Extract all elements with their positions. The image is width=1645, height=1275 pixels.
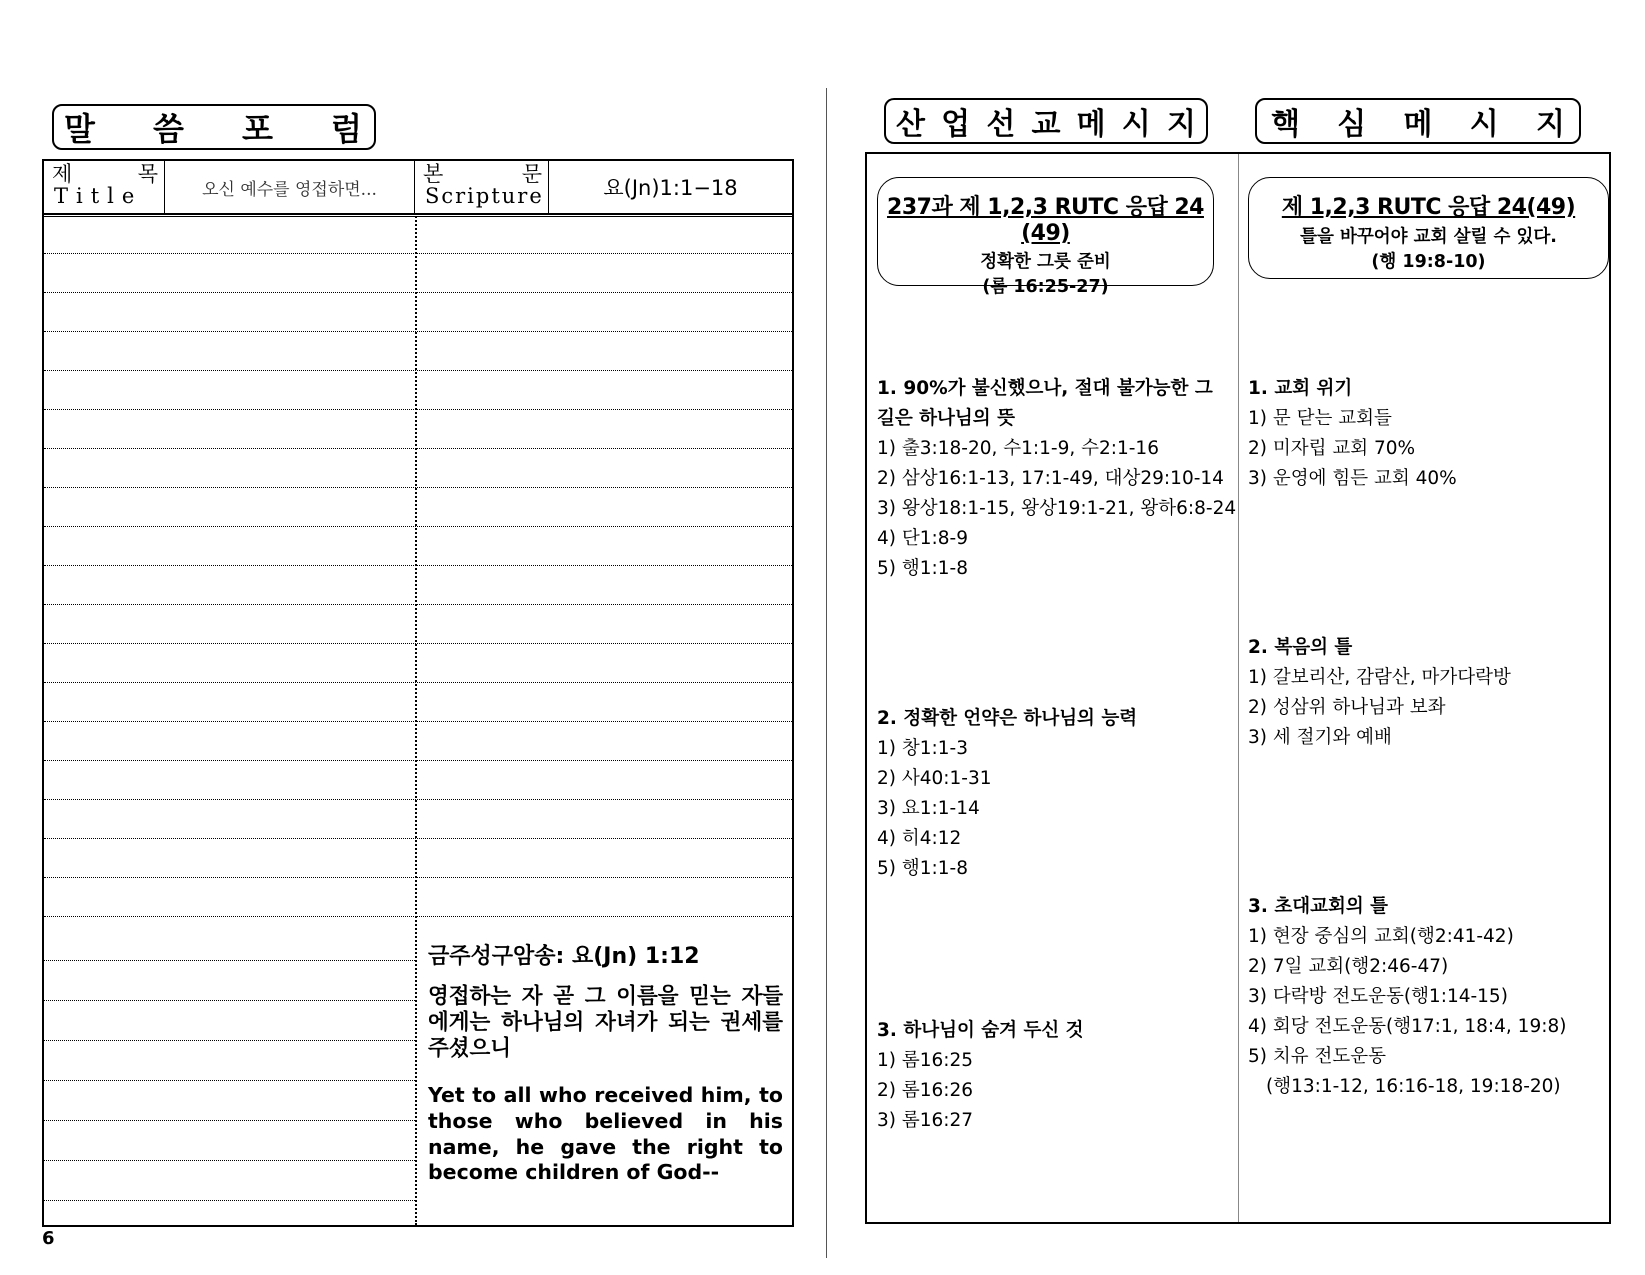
sermon-notes-table [42, 159, 794, 1227]
scripture-value: 요(Jn)1:1−18 [603, 176, 738, 200]
page-divider [826, 88, 827, 1258]
header-char: 핵 [1271, 107, 1300, 142]
page-number: 6 [42, 1228, 55, 1249]
list-item: 5) 치유 전도운동 [1248, 1046, 1386, 1067]
forum-title-char: 럼 [331, 110, 362, 148]
list-item: 1) 출3:18-20, 수1:1-9, 수2:1-16 [877, 438, 1159, 459]
header-char: 산 [896, 107, 925, 142]
message-section [1248, 374, 1593, 494]
list-item: 3) 롬16:27 [877, 1110, 974, 1131]
header-char: 업 [941, 107, 971, 142]
card-reference: (행 19:8-10) [1371, 252, 1486, 272]
scripture-label-en: Scripture [425, 184, 544, 209]
forum-title-char: 말 [64, 110, 95, 148]
forum-title-char: 씀 [153, 110, 184, 148]
scripture-label-ko: 본 [423, 162, 444, 186]
note-line [44, 721, 792, 722]
note-line [44, 838, 792, 839]
card-reference: (롬 16:25-27) [982, 277, 1109, 297]
scripture-label-ko: 문 [521, 162, 542, 186]
note-line [44, 960, 415, 961]
list-item: 2) 삼상16:1-13, 17:1-49, 대상29:10-14 [877, 468, 1224, 489]
note-line [44, 253, 792, 254]
message-section [877, 374, 1237, 584]
note-line [44, 370, 792, 371]
note-line [44, 487, 792, 488]
title-label-en: Title [54, 184, 143, 209]
note-line [44, 1160, 415, 1161]
card-subtitle: 정확한 그릇 준비 [980, 252, 1111, 272]
list-item: 2) 미자립 교회 70% [1248, 438, 1416, 459]
list-item: 2) 사40:1-31 [877, 768, 992, 789]
header-char: 지 [1536, 107, 1565, 142]
title-label-cell [44, 161, 165, 213]
note-line [44, 448, 792, 449]
message-section [877, 704, 1222, 884]
note-line [44, 1080, 415, 1081]
list-item: 1) 문 닫는 교회들 [1248, 408, 1392, 429]
list-item: 5) 행1:1-8 [877, 558, 968, 579]
header-char: 메 [1403, 107, 1433, 142]
list-item: 1) 롬16:25 [877, 1050, 974, 1071]
title-label-ko: 제 [52, 162, 73, 186]
list-item: 3) 왕상18:1-15, 왕상19:1-21, 왕하6:8-24 [877, 498, 1237, 519]
header-underline [44, 216, 792, 217]
list-item: 4) 회당 전도운동(행17:1, 18:4, 19:8) [1248, 1016, 1567, 1037]
header-char: 지 [1166, 107, 1196, 142]
card-subtitle: 틀을 바꾸어야 교회 살릴 수 있다. [1300, 227, 1557, 247]
memory-verse-heading: 금주성구암송: 요(Jn) 1:12 [428, 944, 700, 969]
card-title: 제 1,2,3 RUTC 응답 24(49) [1281, 195, 1576, 220]
list-item: 2) 7일 교회(행2:46-47) [1248, 956, 1449, 977]
note-line [44, 565, 792, 566]
forum-title-char: 포 [242, 110, 273, 148]
sermon-title-value: 오신 예수를 영접하면... [165, 161, 415, 213]
list-item: 5) 행1:1-8 [877, 858, 968, 879]
note-line [44, 526, 792, 527]
note-line [44, 877, 792, 878]
section-heading: 3. 초대교회의 틀 [1248, 896, 1389, 917]
column-divider [415, 213, 417, 1225]
list-item: 1) 창1:1-3 [877, 738, 968, 759]
message-section [1248, 633, 1593, 753]
column-divider [1238, 154, 1239, 1222]
list-item: 3) 다락방 전도운동(행1:14-15) [1248, 986, 1508, 1007]
message-card-left [877, 177, 1214, 297]
section-heading: 2. 정확한 언약은 하나님의 능력 [877, 708, 1138, 729]
list-item: 2) 롬16:26 [877, 1080, 974, 1101]
list-item: 3) 요1:1-14 [877, 798, 980, 819]
card-title: 237과 제 1,2,3 RUTC 응답 24 (49) [887, 195, 1204, 246]
list-item: 3) 운영에 힘든 교회 40% [1248, 468, 1457, 489]
note-line [44, 331, 792, 332]
industrial-mission-header [884, 98, 1208, 144]
notes-header-row [44, 161, 792, 215]
section-heading: 1. 90%가 불신했으나, 절대 불가능한 그 길은 하나님의 뜻 [877, 378, 1213, 429]
header-char: 선 [986, 107, 1016, 142]
section-heading: 3. 하나님이 숨겨 두신 것 [877, 1020, 1084, 1041]
note-line [44, 760, 792, 761]
note-line [44, 682, 792, 683]
header-char: 시 [1121, 107, 1151, 142]
note-line [44, 409, 792, 410]
memory-verse-box [428, 939, 783, 1186]
note-line [44, 916, 792, 917]
section-heading: 1. 교회 위기 [1248, 378, 1353, 399]
message-section [877, 1016, 1222, 1136]
list-item: 4) 히4:12 [877, 828, 962, 849]
section-heading: 2. 복음의 틀 [1248, 637, 1353, 658]
list-item: 1) 현장 중심의 교회(행2:41-42) [1248, 926, 1514, 947]
header-char: 시 [1469, 107, 1499, 142]
core-message-header [1255, 98, 1581, 144]
scripture-label-cell [415, 161, 549, 213]
note-line [44, 1120, 415, 1121]
list-item: 4) 단1:8-9 [877, 528, 968, 549]
message-section [1248, 892, 1593, 1102]
note-line [44, 292, 792, 293]
header-char: 교 [1031, 107, 1061, 142]
note-line [44, 1000, 415, 1001]
memory-verse-english: Yet to all who received him, to those who believed in his name, he gave the right to become children of God-- [428, 1083, 783, 1185]
note-line [44, 604, 792, 605]
note-line [44, 643, 792, 644]
memory-verse-korean: 영접하는 자 곧 그 이름을 믿는 자들에게는 하나님의 자녀가 되는 권세를 주셨으니 [428, 984, 783, 1061]
note-line [44, 799, 792, 800]
list-item: 3) 세 절기와 예배 [1248, 727, 1392, 748]
message-card-right [1248, 177, 1609, 279]
list-item: 2) 성삼위 하나님과 보좌 [1248, 697, 1446, 718]
note-line [44, 1200, 415, 1201]
note-line [44, 1040, 415, 1041]
forum-title-box [52, 104, 376, 150]
title-label-ko: 목 [137, 162, 158, 186]
header-char: 메 [1076, 107, 1106, 142]
list-item: 1) 갈보리산, 감람산, 마가다락방 [1248, 667, 1511, 688]
header-char: 심 [1337, 107, 1367, 142]
message-table [865, 152, 1611, 1224]
list-item: (행13:1-12, 16:16-18, 19:18-20) [1266, 1076, 1561, 1097]
